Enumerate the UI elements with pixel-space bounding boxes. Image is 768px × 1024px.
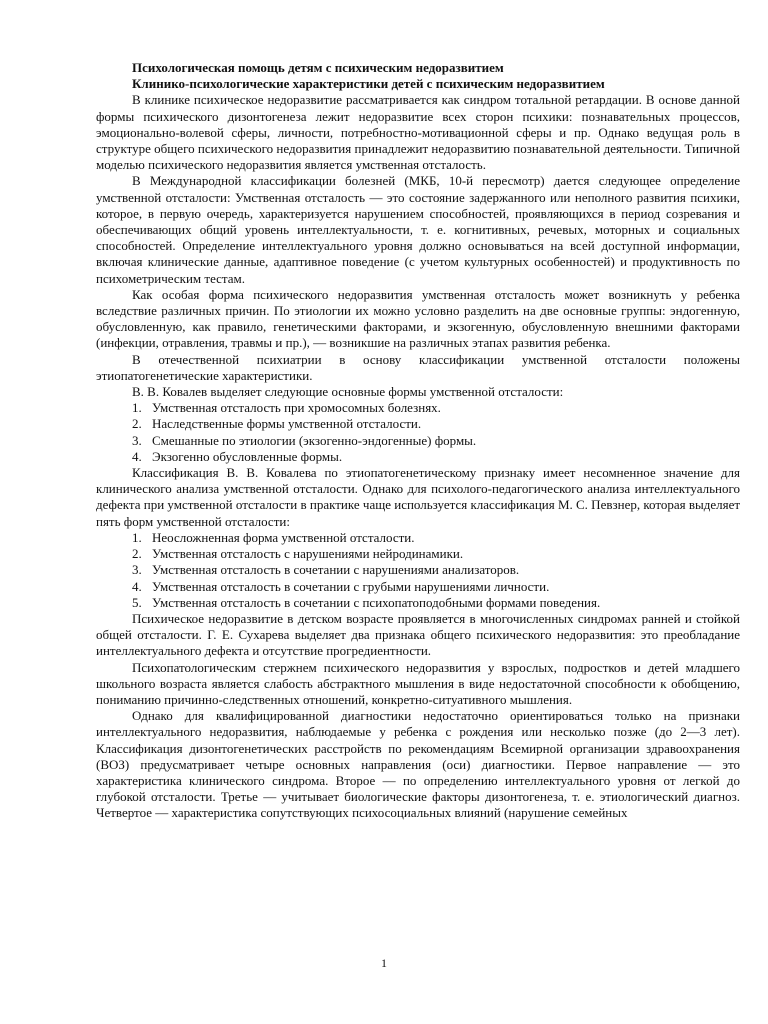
list-item (96, 449, 740, 465)
kovalev-forms-list (96, 400, 740, 465)
list-item-text: Смешанные по этиологии (экзогенно-эндогенные) формы. (152, 432, 477, 448)
list-item-number: 1. (132, 529, 142, 545)
list-item-number: 4. (132, 448, 142, 464)
list-item-text: Умственная отсталость с нарушениями нейродинамики. (152, 546, 464, 562)
pevzner-forms-list (96, 530, 740, 611)
paragraph: Однако для квалифицированной диагностики недостаточно ориентироваться только на признаки интеллектуального недоразвития, наблюдаемые у ребенка с рождения или несколько позже (до 2—3 лет). Классификация дизонтогенетических расстройств по рекомендациям Всемирной организации здравоохранения (ВОЗ) предусматривает четыре основных направления (оси) диагностики. Первое направление — это характеристика клинического синдрома. Второе — по определению интеллектуального уровня от легкой до глубокой отсталости. Третье — учитывает биологические факторы дизонтогенеза, т. е. этиологический диагноз. Четвертое — характеристика сопутствующих психосоциальных влияний (нарушение семейных (96, 708, 740, 821)
paragraph: Классификация В. В. Ковалева по этиопатогенетическому признаку имеет несомненное значение для клинического анализа умственной отсталости. Однако для психолого-педагогического анализа интеллектуального дефекта при умственной отсталости в практике чаще используется классификация М. С. Певзнер, которая выделяет пять форм умственной отсталости: (96, 465, 741, 529)
list-item (96, 530, 740, 546)
list-item (96, 400, 740, 416)
list-item-number: 2. (132, 416, 142, 432)
paragraph: Психопатологическим стержнем психического недоразвития у взрослых, подростков и детей младшего школьного возраста является слабость абстрактного мышления в виде недостаточной способности к обобщению, пониманию причинно-следственных отношений, конкретно-ситуативного мышления. (96, 659, 740, 707)
list-item-text: Умственная отсталость при хромосомных болезнях. (152, 400, 441, 416)
list-item-number: 1. (132, 400, 142, 416)
page-number: 1 (381, 956, 387, 970)
list-item-text: Умственная отсталость в сочетании с грубыми нарушениями личности. (152, 578, 550, 594)
list-item (96, 579, 740, 595)
paragraph: Как особая форма психического недоразвития умственная отсталость может возникнуть у ребенка вследствие различных причин. По этиологии их можно условно разделить на две основные группы: эндогенную, обусловленную, как правило, генетическими факторами, и экзогенную, обусловленную внешними факторами (инфекции, отравления, травмы и пр.), — возникшие на различных этапах развития ребенка. (96, 286, 740, 351)
document-title: Психологическая помощь детям с психическим недоразвитием (132, 60, 504, 75)
paragraph: В отечественной психиатрии в основу классификации умственной отсталости положены этиопатогенетические характеристики. (96, 351, 740, 383)
list-item-number: 3. (132, 432, 142, 448)
list-item-number: 5. (132, 594, 142, 610)
list-item (96, 416, 740, 432)
paragraph: В клинике психическое недоразвитие рассматривается как синдром тотальной ретардации. В основе данной формы психического дизонтогенеза лежит недоразвитие всех сторон психики: познавательных процессов, эмоционально-волевой сферы, личности, потребностно-мотивационной сферы и пр. Однако ведущая роль в структуре общего психического недоразвития принадлежит недоразвитию познавательной деятельности. Типичной моделью психического недоразвития является умственная отсталость. (96, 92, 740, 173)
section-heading: Клинико-психологические характеристики детей с психическим недоразвитием (132, 76, 605, 92)
list-item (96, 562, 740, 578)
document-body (96, 60, 740, 822)
list-item-number: 4. (132, 578, 142, 594)
list-item-number: 3. (132, 562, 142, 578)
list-item-text: Умственная отсталость в сочетании с нарушениями анализаторов. (152, 562, 520, 578)
paragraph: В. В. Ковалев выделяет следующие основные формы умственной отсталости: (132, 384, 564, 400)
list-item-text: Неосложненная форма умственной отсталости. (152, 529, 415, 545)
list-item-number: 2. (132, 546, 142, 562)
list-item (96, 546, 740, 562)
paragraph: В Международной классификации болезней (МКБ, 10-й пересмотр) дается следующее определение умственной отсталости: Умственная отсталость — это состояние задержанного или неполного развития психики, которое, в первую очередь, характеризуется нарушением способностей, проявляющихся в период созревания и обеспечивающих общий уровень интеллектуальности, т. е. когнитивных, речевых, моторных и социальных способностей. Определение интеллектуального уровня должно основываться на всей доступной информации, включая клинические данные, адаптивное поведение (с учетом культурных особенностей) и продуктивность по психометрическим тестам. (96, 173, 740, 286)
paragraph: Психическое недоразвитие в детском возрасте проявляется в многочисленных синдромах ранней и стойкой общей отсталости. Г. Е. Сухарева выделяет два признака общего психического недоразвития: это преобладание интеллектуального дефекта и отсутствие прогредиентности. (96, 610, 740, 659)
list-item (96, 595, 740, 611)
list-item-text: Умственная отсталость в сочетании с психопатоподобными формами поведения. (152, 594, 601, 610)
list-item-text: Наследственные формы умственной отсталости. (152, 416, 422, 432)
list-item (96, 433, 740, 449)
list-item-text: Экзогенно обусловленные формы. (152, 448, 343, 464)
